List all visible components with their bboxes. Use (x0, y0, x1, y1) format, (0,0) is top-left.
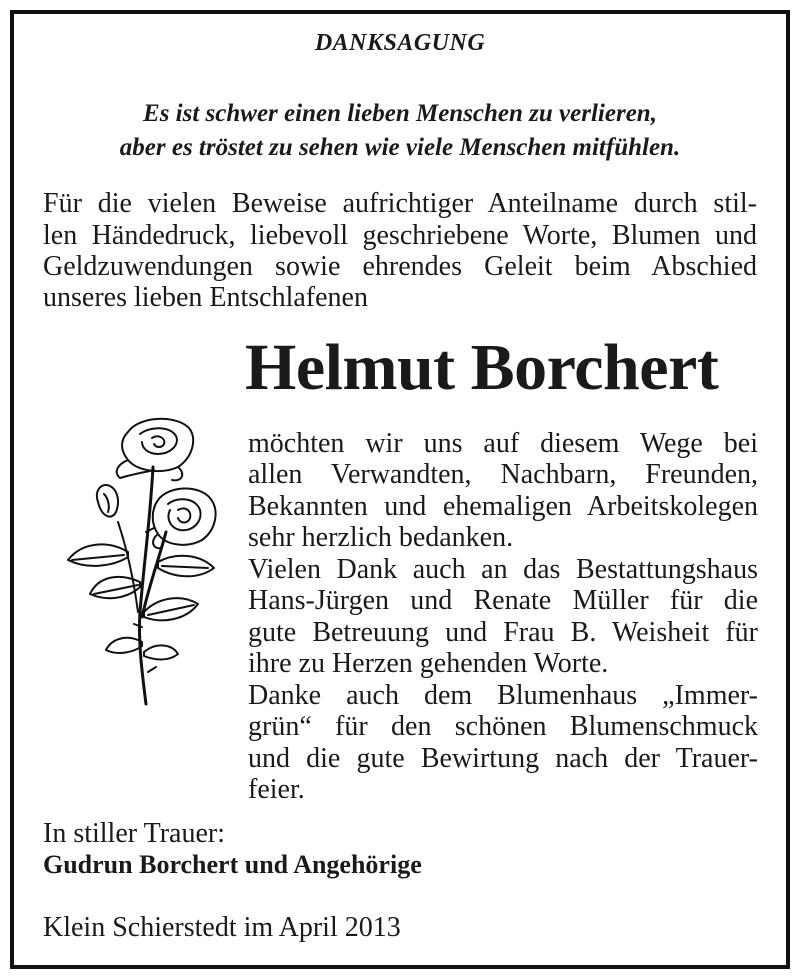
notice-title: DANKSAGUNG (314, 30, 486, 56)
body-line-5: Vielen Dank auch an das Bestattungshaus (248, 554, 758, 585)
intro-line-2: len Händedruck, liebevoll geschriebene Worte, Blumen und (43, 220, 757, 251)
body-line-4: sehr herzlich bedanken. (248, 522, 514, 553)
place-date: Klein Schierstedt im April 2013 (43, 912, 401, 943)
mourning-label: In stiller Trauer: (43, 818, 225, 849)
body-line-9: Danke auch dem Blumenhaus „Immer- (248, 680, 758, 711)
body-line-10: grün“ für den schönen Blumenschmuck (248, 711, 758, 742)
deceased-name: Helmut Borchert (245, 331, 719, 404)
intro-line-3: Geldzuwendungen sowie ehrendes Geleit beim Abschied (43, 251, 757, 282)
mourners: Gudrun Borchert und Angehörige (43, 850, 422, 879)
body-line-1: möchten wir uns auf diesem Wege bei (248, 428, 758, 459)
motto-line-2: aber es tröstet zu sehen wie viele Menschen mitfühlen. (119, 134, 681, 161)
body-line-12: feier. (248, 774, 305, 805)
body-line-8: ihre zu Herzen gehenden Worte. (248, 648, 609, 679)
body-line-7: gute Betreuung und Frau B. Weisheit für (248, 617, 758, 648)
body-line-3: Bekannten und ehemaligen Arbeitskolegen (248, 491, 758, 522)
motto-line-1: Es ist schwer einen lieben Menschen zu verlieren, (143, 100, 657, 127)
intro-line-1: Für die vielen Beweise aufrichtiger Anteilname durch stil- (43, 188, 757, 219)
rose-icon (58, 412, 228, 712)
intro-line-4: unseres lieben Entschlafenen (43, 282, 368, 313)
body-line-11: und die gute Bewirtung nach der Trauer- (248, 743, 758, 774)
body-line-2: allen Verwandten, Nachbarn, Freunden, (248, 459, 758, 490)
body-line-6: Hans-Jürgen und Renate Müller für die (248, 585, 758, 616)
